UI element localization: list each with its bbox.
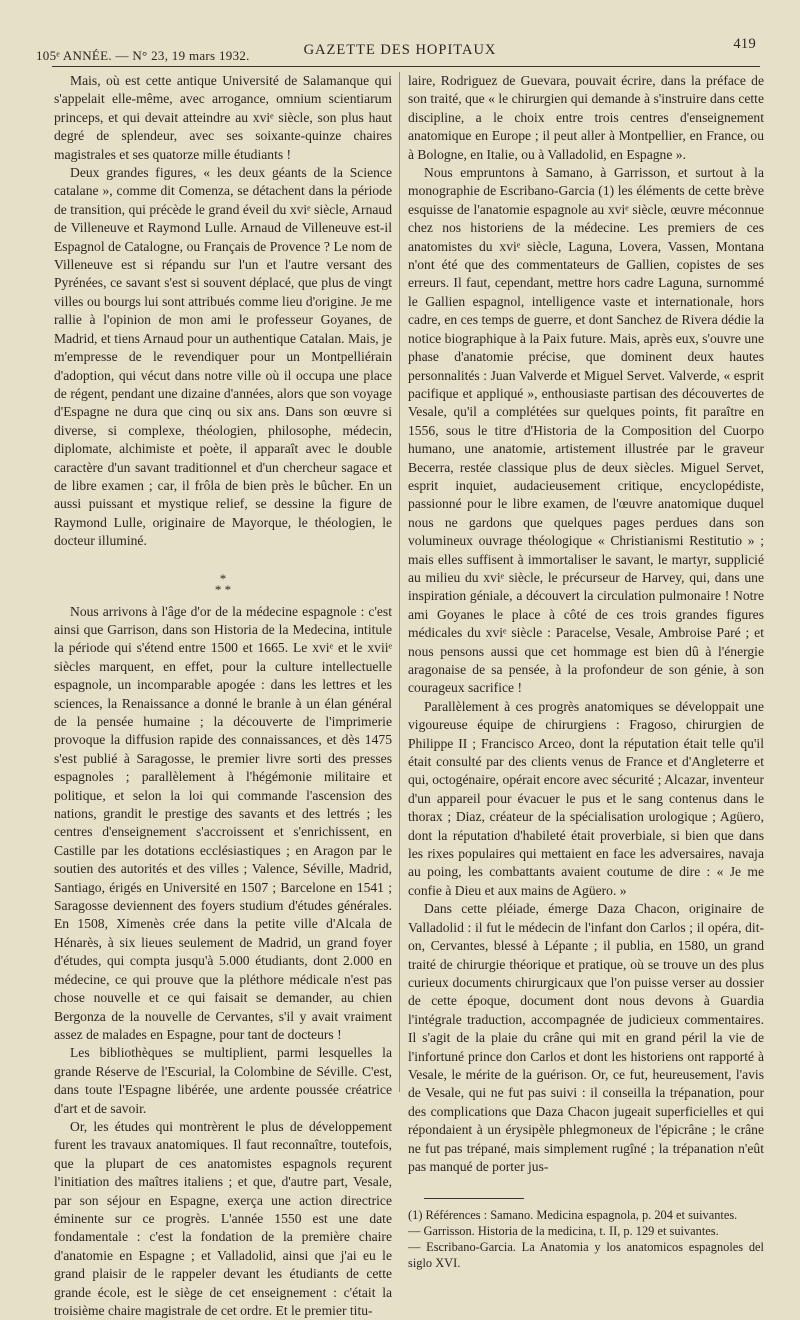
paragraph-daza-chacon: Dans cette pléiade, émerge Daza Chacon, originaire de Valladolid : il fut le médecin de l'infant don Carlos ; il opéra, dit-on, Cervantes, blessé à Lépante ; il publia, en 1580, un grand traité de chirurgie théorique et pratique, où se trouve un des plus curieux documents chirurgicaux que l'on puisse verser au dossier de cette époque, document dont nous devons à Guardia l'intégrale traduction, accompagnée de judicieux commentaires. Il s'agit de la plaie du crâne qui mit en grand péril la vie de l'infortuné prince don Carlos et dont les historiens ont rapporté à Vesale, le mérite de la guérison. Or, ce fut, heureusement, l'avis de Vesale, qui ne fut pas suivi : il conseilla la trépanation, pour des complications que Daza Chacon jugeait superficielles et qui répondaient à un érysipèle phlegmoneux de l'épicrâne ; le crâne ne fut pas trépané, mais simplement rugîné ; la trépanation n'eût pas manqué de porter jus-: [408, 901, 764, 1174]
paragraph-anatomists: Nous empruntons à Samano, à Garrisson, et surtout à la monographie de Escribano-Garcia (1) les éléments de cette brève esquisse de l'anatomie espagnole au xviᵉ siècle, œuvre méconnue chez nos historiens de la médecine. Les premiers de ces anatomistes du xviᵉ siècle, Laguna, Lovera, Vassen, Montana n'ont été que des commentateurs de Gallien, copistes de ses erreurs. Il faut, cependant, mettre hors cadre Laguna, surnommé le Gallien espagnol, intelligence vaste et internationale, hors cadre, en ces temps de guerre, et dont Sanchez de Rivera dédie la notice biographique à la Paix future. Mais, après eux, s'ouvre une phase d'anatomie précise, que dominent deux hautes personnalités : Juan Valverde et Miguel Servet. Valverde, « esprit pacifique et appliqué », enthousiaste partisan des découvertes de Vesale, qu'il a complétées sur quelques points, fit paraître en 1556, sous le titre d'Historia de la Composition del Cuorpo humano, une anatomie, artistement illustrée par le graveur Becerra, restée classique plus de deux siècles. Miguel Servet, esprit inquiet, audacieusement critique, encyclopédiste, passionné pour le libre examen, de l'œuvre anatomique duquel nous ne gardons que quelques pages perdues dans son volumineux ouvrage théologique « Christianismi Restitutio » ; mais elles suffisent à immortaliser le savant, le martyr, supplicié au milieu du xviᵉ siècle, le précurseur de Harvey, qui, dans une inspiration géniale, a découvert la circulation pulmonaire ! Notre ami Goyanes le place à côté de ces trois grandes figures médicales du xviᵉ siècle : Paracelse, Vesale, Ambroise Paré ; et nous pensons aussi que cet hommage est bien dû à l'énergie aragonaise de sa pensée, à la profondeur de son génie, à son courageux sacrifice !: [408, 165, 764, 696]
paragraph-libraries: Les bibliothèques se multiplient, parmi lesquelles la grande Réserve de l'Escurial, la Colombine de Séville. C'est, dans toute l'Espagne libérée, une ardente poussée créatrice d'art et de savoir.: [54, 1045, 392, 1116]
left-column: [54, 72, 392, 1320]
header-rule: [52, 66, 760, 67]
section-separator: [54, 570, 392, 597]
separator-star-top: *: [219, 570, 227, 586]
separator-stars-bottom: * *: [214, 581, 232, 597]
paragraph-catalan-giants: Deux grandes figures, « les deux géants de la Science catalane », comme dit Comenza, se détachent dans la période de transition, qui précède le grand éveil du xviᵉ siècle, Arnaud de Villeneuve et Raymond Lulle. Arnaud de Villeneuve est-il Espagnol de Catalogne, ou Français de Provence ? Le nom de Villeneuve est si répandu sur l'un et l'autre versant des Pyrénées, ce savant s'est si souvent déplacé, que plus de vingt villes ou bourgs lui sont attribués comme lieu d'origine. Je me rallie à l'opinion de mon ami le professeur Goyanes, de Madrid, et tiens Arnaud pour un authentique Catalan. Mais, je m'empresse de le revendiquer pour un Montpelliérain d'adoption, qui vécut dans notre ville où il occupa une place de régent, pendant une dizaine d'années, alors que son voyage d'Espagne ne dura que cinq ou six ans. Dans son œuvre si diverse, si complexe, théologien, philosophe, médecin, diplomate, alchimiste et poète, il apparaît avec le double caractère d'un savant traditionnel et d'un chercheur sagace et de libre examen ; car, il frôla de bien près le bûcher. En un aussi puissant et mystique relief, se dessine la figure de Raymond Lulle, originaire de Mayorque, le théologien, le docteur illuminé.: [54, 165, 392, 549]
issue-info: 105ᵉ ANNÉE. — N° 23, 19 mars 1932.: [36, 48, 250, 63]
footnote-garrisson: — Garrisson. Historia de la medicina, t. II, p. 129 et suivantes.: [408, 1224, 719, 1239]
footnote-references: (1) Références : Samano. Medicina espagnola, p. 204 et suivantes.: [408, 1208, 738, 1223]
footnotes: [408, 1207, 764, 1271]
paragraph-anatomy-studies: Or, les études qui montrèrent le plus de développement furent les travaux anatomiques. Il faut reconnaître, toutefois, que la plupart de ces anatomistes espagnols reçurent l'initiation des maîtres italiens ; et que, d'autre part, Vesale, par son séjour en Espagne, exerça une action directrice éminente sur ce progrès. L'année 1550 est une date fondamentale : c'est la fondation de la première chaire d'anatomie en Espagne ; et Valladolid, ainsi que j'ai eu le grand plaisir de le rappeler devant les étudiants de cette grande école, est le siège de cet enseignement : c'était la troisième chaire magistrale de cet ordre. Et le premier titu-: [54, 1118, 392, 1318]
paragraph-golden-age: Nous arrivons à l'âge d'or de la médecine espagnole : c'est ainsi que Garrison, dans son Historia de la Medecina, intitule la période qui s'étend entre 1500 et 1665. Le xviᵉ et le xviiᵉ siècles marquent, en effet, pour la culture intellectuelle espagnole, un incomparable apogée : dans les lettres et les sciences, la Renaissance a donné le branle à un élan général de la pensée humaine ; la découverte de l'imprimerie provoque la diffusion rapide des connaissances, et dès 1475 s'est publié à Saragosse, le premier livre sorti des presses espagnoles ; parallèlement à l'hégémonie militaire et politique, et selon la loi qui commande l'ascension des nations, grandit le prestige des savants et des lettrés ; les centres d'enseignement s'accroissent et s'enrichissent, en Castille par les dotations ecclésiastiques ; en Aragon par le soutien des autorités et des villes ; Valence, Séville, Madrid, Santiago, érigés en Université en 1507 ; Barcelone en 1541 ; Saragosse deviennent des foyers studium d'études générales. En 1508, Ximenès crée dans la petite ville d'Alcala de Hénarès, à six lieues seulement de Madrid, un grand foyer d'études, qui compta jusqu'à 5.000 étudiants, dont 2.000 en médecine, ce qui prouve que la pléthore médicale n'est pas chose nouvelle et ce qui faisait se demander, au chien Bergonza de la nouvelle de Cervantes, s'il y avait vraiment assez de malades en Espagne, pour tant de docteurs !: [54, 603, 392, 1042]
publication-title: GAZETTE DES HOPITAUX: [303, 42, 497, 58]
page-header: [36, 36, 764, 63]
column-divider: [399, 72, 400, 1092]
paragraph-salamanque: Mais, où est cette antique Université de Salamanque qui s'appelait elle-même, avec arrogance, omnium scientiarum princeps, et qui devait atteindre au xviᵉ siècle, son plus haut degré de splendeur, avec ses soixante-quinze chaires magistrales et ses quatorze mille étudiants !: [54, 73, 392, 162]
footnote-rule: [424, 1198, 524, 1199]
paragraph-guevara: laire, Rodriguez de Guevara, pouvait écrire, dans la préface de son traité, que « le chirurgien qui demande à s'instruire dans cette discipline, a le choix entre trois centres d'enseignement anatomique en Europe ; il peut aller à Montpellier, en France, ou à Bologne, en Italie, ou à Valladolid, en Espagne ».: [408, 73, 764, 162]
page-number: 419: [733, 36, 756, 52]
right-column: [408, 72, 764, 1271]
paragraph-surgeons: Parallèlement à ces progrès anatomiques se développait une vigoureuse équipe de chirurgiens : Fragoso, chirurgien de Philippe II ; Francisco Arceo, dont la réputation était telle qu'il était consulté par des clients venus de France et d'Angleterre et qui, octogénaire, opérait encore avec sécurité ; Alcazar, inventeur d'un appareil pour évacuer le pus et le sang contenus dans le thorax ; Diaz, créateur de la spécialisation urologique ; Agüero, dont la réputation d'habileté était proverbiale, si bien que dans les rixes populaires qui mettaient en face les adversaires, navaja au poing, les combattants avaient coutume de dire : « Je me confie à Dieu et aux mains de Agüero. »: [408, 698, 764, 898]
footnote-escribano: — Escribano-Garcia. La Anatomia y los anatomicos espagnoles del siglo XVI.: [408, 1240, 764, 1271]
